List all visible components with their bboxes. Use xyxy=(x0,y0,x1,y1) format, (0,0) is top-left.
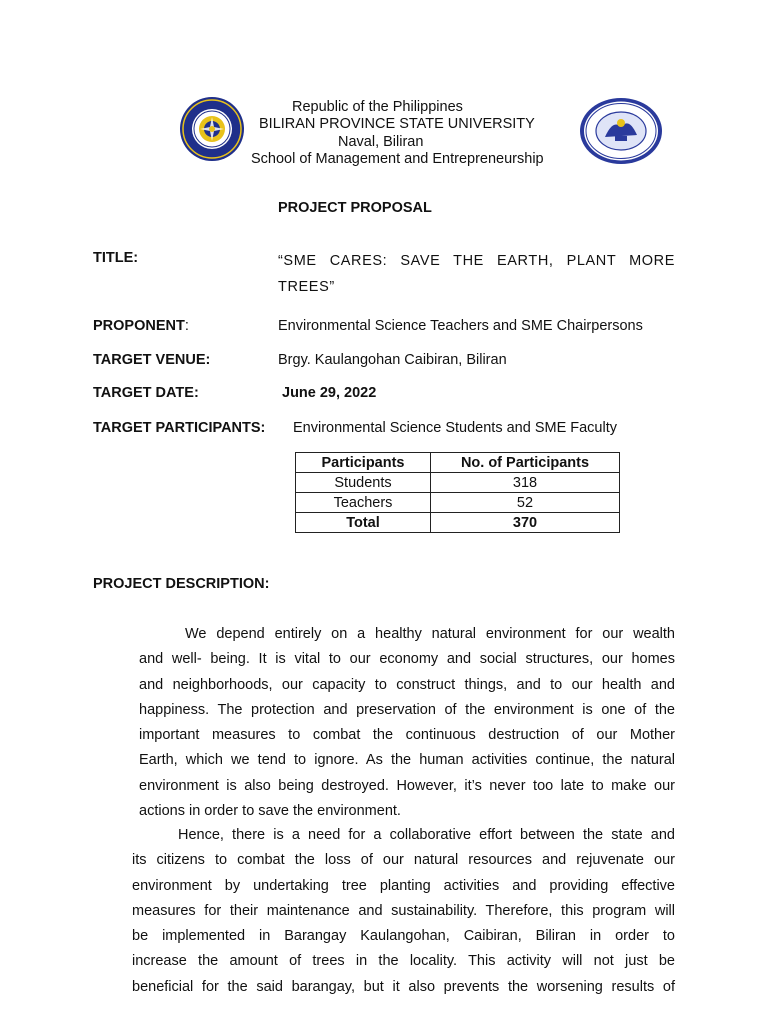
header-location: Naval, Biliran xyxy=(338,134,424,150)
paragraph-line: increase the amount of trees in the locality. This activity will not just be xyxy=(132,953,675,970)
paragraph-line: happiness. The protection and preservation of the environment is one of the xyxy=(139,701,675,718)
description-heading: PROJECT DESCRIPTION: xyxy=(93,576,270,592)
header-republic: Republic of the Philippines xyxy=(292,99,463,115)
paragraph-line: important measures to combat the continuous destruction of our Mother xyxy=(139,727,675,744)
proposal-heading: PROJECT PROPOSAL xyxy=(278,200,432,216)
paragraph-line: its citizens to combat the loss of our natural resources and rejuvenate our xyxy=(132,852,675,869)
school-seal-logo xyxy=(579,97,663,165)
table-cell: Students xyxy=(296,473,431,493)
table-cell: 318 xyxy=(431,473,620,493)
description-paragraph-1 xyxy=(139,622,675,824)
proponent-value: Environmental Science Teachers and SME Chairpersons xyxy=(278,318,643,334)
proponent-label-text: PROPONENT xyxy=(93,318,185,334)
table-header-row xyxy=(296,453,620,473)
table-total-row xyxy=(296,513,620,533)
table-header-cell: No. of Participants xyxy=(431,453,620,473)
header-university: BILIRAN PROVINCE STATE UNIVERSITY xyxy=(259,116,535,132)
title-label: TITLE: xyxy=(93,250,139,266)
paragraph-line: environment by undertaking tree planting activities and providing effective xyxy=(132,877,675,894)
paragraph-line: Earth, which we tend to ignore. As the human activities continue, the natural xyxy=(139,752,675,769)
paragraph-line: be implemented in Barangay Kaulangohan, Caibiran, Biliran in order to xyxy=(132,928,675,945)
table-cell: 52 xyxy=(431,493,620,513)
table-total-value: 370 xyxy=(431,513,620,533)
table-header-cell: Participants xyxy=(296,453,431,473)
proponent-label xyxy=(93,318,189,334)
paragraph-line: We depend entirely on a healthy natural environment for our wealth xyxy=(185,626,675,642)
paragraph-line: beneficial for the said barangay, but it also prevents the worsening results of xyxy=(132,978,675,995)
paragraph-line: and neighborhoods, our capacity to construct things, and to our health and xyxy=(139,676,675,693)
paragraph-line: measures for their maintenance and sustainability. Therefore, this program will xyxy=(132,902,675,919)
paragraph-line: actions in order to save the environment. xyxy=(139,803,401,820)
header-school: School of Management and Entrepreneurship xyxy=(251,151,544,167)
title-value xyxy=(278,248,675,300)
paragraph-line: environment is also being destroyed. However, it’s never too late to make our xyxy=(139,777,675,794)
participants-table xyxy=(295,452,620,533)
venue-label: TARGET VENUE: xyxy=(93,352,211,368)
date-value: June 29, 2022 xyxy=(282,385,377,401)
paragraph-line: Hence, there is a need for a collaborative effort between the state and xyxy=(178,827,675,843)
table-total-label: Total xyxy=(296,513,431,533)
title-value-line1: “SME CARES: SAVE THE EARTH, PLANT MORE xyxy=(278,253,675,269)
table-cell: Teachers xyxy=(296,493,431,513)
table-row xyxy=(296,493,620,513)
university-seal-logo xyxy=(179,96,245,162)
date-label: TARGET DATE: xyxy=(93,385,199,401)
table-row xyxy=(296,473,620,493)
description-paragraph-2 xyxy=(132,823,675,1000)
proponent-label-colon: : xyxy=(184,318,189,334)
participants-label: TARGET PARTICIPANTS: xyxy=(93,420,266,436)
paragraph-line: and well- being. It is vital to our economy and social structures, our homes xyxy=(139,651,675,668)
venue-value: Brgy. Kaulangohan Caibiran, Biliran xyxy=(278,352,507,368)
title-value-line2: TREES” xyxy=(278,279,335,295)
participants-value: Environmental Science Students and SME Faculty xyxy=(293,420,617,436)
